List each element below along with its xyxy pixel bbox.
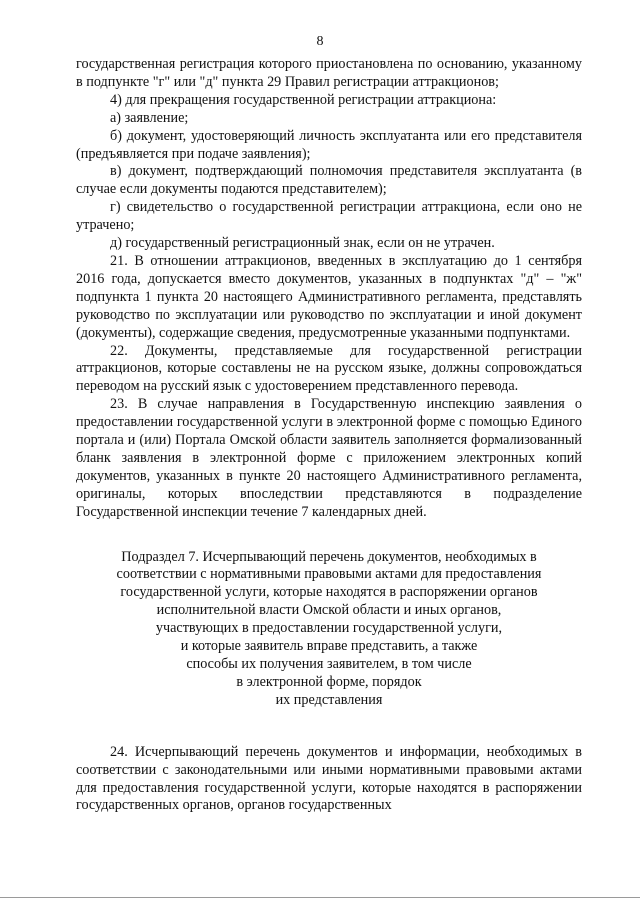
heading-line: соответствии с нормативными правовыми актами для предоставления [116, 566, 542, 583]
paragraph: 22. Документы, представляемые для государственной регистрации аттракционов, которые составлены не на русском языке, должны сопровождаться переводом на русский язык с удостоверением представленного перевода. [76, 342, 582, 395]
paragraphs-bottom [76, 744, 582, 816]
heading-line: в электронной форме, порядок [236, 673, 422, 690]
paragraph: в) документ, подтверждающий полномочия представителя эксплуатанта (в случае если документы подаются представителем); [76, 163, 582, 198]
heading-line: их представления [275, 691, 383, 708]
heading-line: способы их получения заявителем, в том числе [186, 656, 472, 672]
paragraphs-top [76, 56, 582, 522]
page-bottom-rule [0, 897, 640, 898]
paragraph: государственная регистрация которого приостановлена по основанию, указанному в подпункте "г" или "д" пункта 29 Правил регистрации аттракционов; [76, 56, 582, 90]
subsection-heading [76, 549, 582, 710]
heading-line: Подраздел 7. Исчерпывающий перечень документов, необходимых в [121, 548, 537, 565]
paragraph: а) заявление; [110, 109, 189, 126]
heading-line: и которые заявитель вправе представить, а также [180, 638, 478, 655]
paragraph: д) государственный регистрационный знак, если он не утрачен. [110, 235, 495, 252]
paragraph: г) свидетельство о государственной регистрации аттракциона, если оно не утрачено; [76, 199, 582, 234]
paragraph: 24. Исчерпывающий перечень документов и информации, необходимых в соответствии с законодательными или иными нормативными правовыми актами для предоставления государственной услуги, которые находятся в распоряжении государственных органов, органов государственных [76, 743, 582, 814]
document-body [76, 56, 582, 815]
paragraph: 4) для прекращения государственной регистрации аттракциона: [110, 91, 497, 108]
heading-line: участвующих в предоставлении государственной услуги, [155, 620, 503, 637]
page-number: 8 [316, 34, 324, 49]
paragraph: 23. В случае направления в Государственную инспекцию заявления о предоставлении государственной услуги в электронной форме с помощью Единого портала и (или) Портала Омской области заявитель заполняется формализованный бланк заявления в электронной форме с приложением электронных копий документов, указанных в пункте 20 настоящего Административного регламента, оригиналы, которых впоследствии представляются в подразделение Государственной инспекции течение 7 календарных дней. [76, 396, 582, 520]
heading-line: исполнительной власти Омской области и иных органов, [156, 602, 502, 619]
paragraph: б) документ, удостоверяющий личность эксплуатанта или его представителя (предъявляется при подаче заявления); [76, 127, 582, 162]
heading-line: государственной услуги, которые находятся в распоряжении органов [120, 584, 538, 601]
paragraph: 21. В отношении аттракционов, введенных в эксплуатацию до 1 сентября 2016 года, допускается вместо документов, указанных в подпунктах "д" – "ж" подпункта 1 пункта 20 настоящего Административного регламента, представлять руководство по эксплуатации или руководство по эксплуатации и иной документ (документы), содержащие сведения, предусмотренные указанными подпунктами. [76, 252, 582, 341]
